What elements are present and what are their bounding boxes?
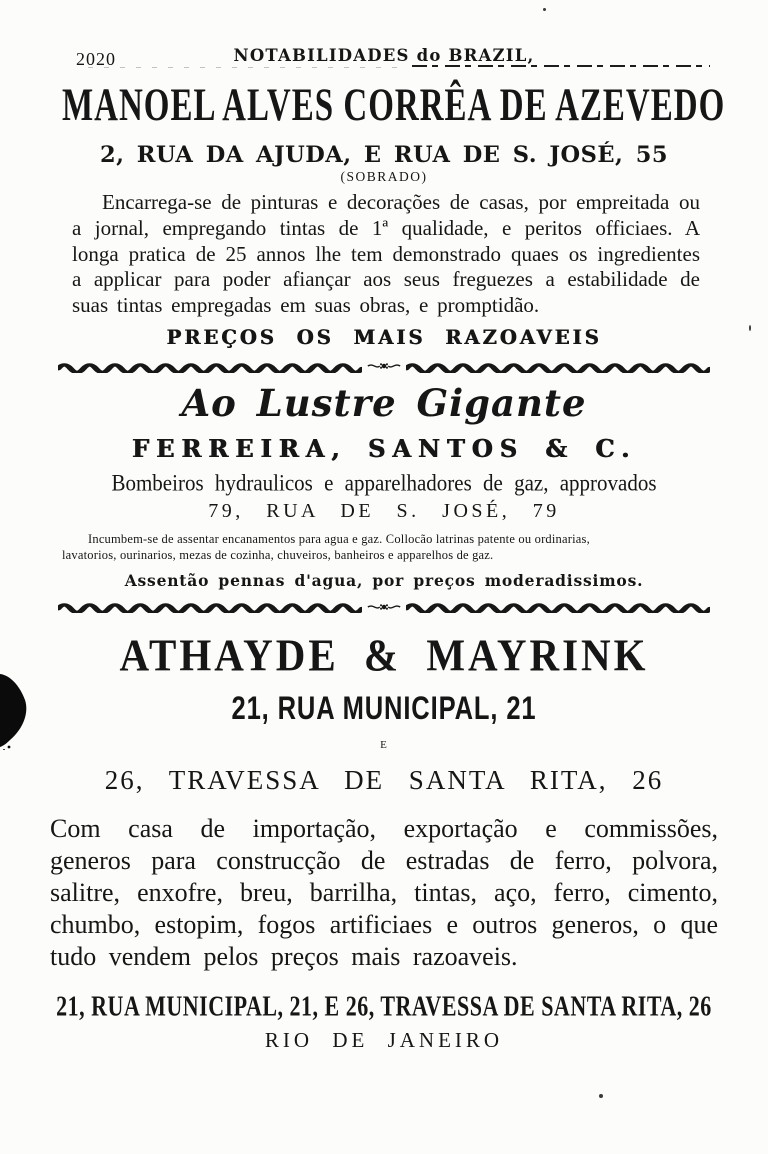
ad-azevedo-slogan: PREÇOS OS MAIS RAZOAVEIS — [166, 326, 602, 350]
ad-lustre-fine-print — [62, 531, 708, 564]
ad-athayde-address-2: 26, TRAVESSA DE SANTA RITA, 26 — [104, 764, 664, 795]
wave-rule-icon — [58, 600, 362, 613]
scan-speck — [749, 325, 751, 331]
wave-rule-icon — [58, 360, 362, 373]
fine-print-line: Incumbem-se de assentar encanamentos para agua e gaz. Collocão latrinas patente ou ordinarias, — [88, 532, 590, 547]
page-number: 2020 — [76, 49, 116, 69]
ad-athayde-conjunction: E — [380, 738, 388, 751]
header-rule — [412, 65, 710, 67]
wave-rule-icon — [406, 600, 710, 613]
ad-athayde-address-1: 21, RUA MUNICIPAL, 21 — [231, 690, 537, 727]
ad-lustre-gigante — [0, 381, 768, 590]
scan-speck — [543, 8, 546, 11]
wavy-divider — [58, 358, 710, 374]
ad-athayde-title: ATHAYDE & MAYRINK — [119, 628, 649, 681]
ad-azevedo-address-note: (SOBRADO) — [340, 169, 428, 184]
wavy-divider — [58, 599, 710, 615]
ad-lustre-shop-name: Ao Lustre Gigante — [181, 381, 587, 426]
ad-athayde-mayrink — [0, 628, 768, 1054]
ink-blot — [0, 668, 34, 750]
header-rule-faint — [88, 67, 408, 68]
wave-rule-icon — [406, 360, 710, 373]
fine-print-line: lavatorios, ourinarios, mezas de cozinha, chuveiros, banheiros e apparelhos de gaz. — [62, 548, 494, 563]
scan-speck — [599, 1094, 603, 1098]
ad-lustre-note: Assentão pennas d'agua, por preços moderadissimos. — [124, 570, 644, 590]
floral-ornament-icon — [367, 601, 401, 613]
running-title: NOTABILIDADES do BRAZIL, — [233, 46, 535, 65]
ad-azevedo-address: 2, RUA DA AJUDA, E RUA DE S. JOSÉ, 55 — [99, 142, 669, 168]
ad-athayde-footer-addresses: 21, RUA MUNICIPAL, 21, E 26, TRAVESSA DE SANTA RITA, 26 — [56, 989, 712, 1023]
ad-lustre-firm-name: FERREIRA, SANTOS & C. — [131, 434, 637, 464]
ad-athayde-body: Com casa de importação, exportação e commissões, generos para construcção de estradas de ferro, polvora, salitre, enxofre, breu, barrilha, tintas, aço, ferro, cimento, chumbo, estopim, fogos artificiaes e outros generos, o que tudo vendem pelos preços mais razoaveis. — [50, 813, 718, 971]
ad-manoel-azevedo — [0, 80, 768, 350]
running-head — [0, 46, 768, 72]
ad-lustre-subtitle: Bombeiros hydraulicos e apparelhadores de gaz, approvados — [111, 470, 657, 497]
ad-athayde-city: RIO DE JANEIRO — [264, 1028, 504, 1053]
ad-azevedo-title: MANOEL ALVES CORRÊA DE AZEVEDO — [62, 80, 726, 132]
ad-lustre-address: 79, RUA DE S. JOSÉ, 79 — [208, 500, 560, 523]
ad-azevedo-body: Encarrega-se de pinturas e decorações de casas, por empreitada ou a jornal, empregando tintas de 1ª qualidade, e peritos officiaes. A longa pratica de 25 annos lhe tem demonstrado quaes os ingredientes a applicar para poder afiançar aos seus freguezes a estabilidade de suas tintas empregadas em suas obras, e promptidão. — [72, 190, 700, 318]
floral-ornament-icon — [367, 360, 401, 372]
